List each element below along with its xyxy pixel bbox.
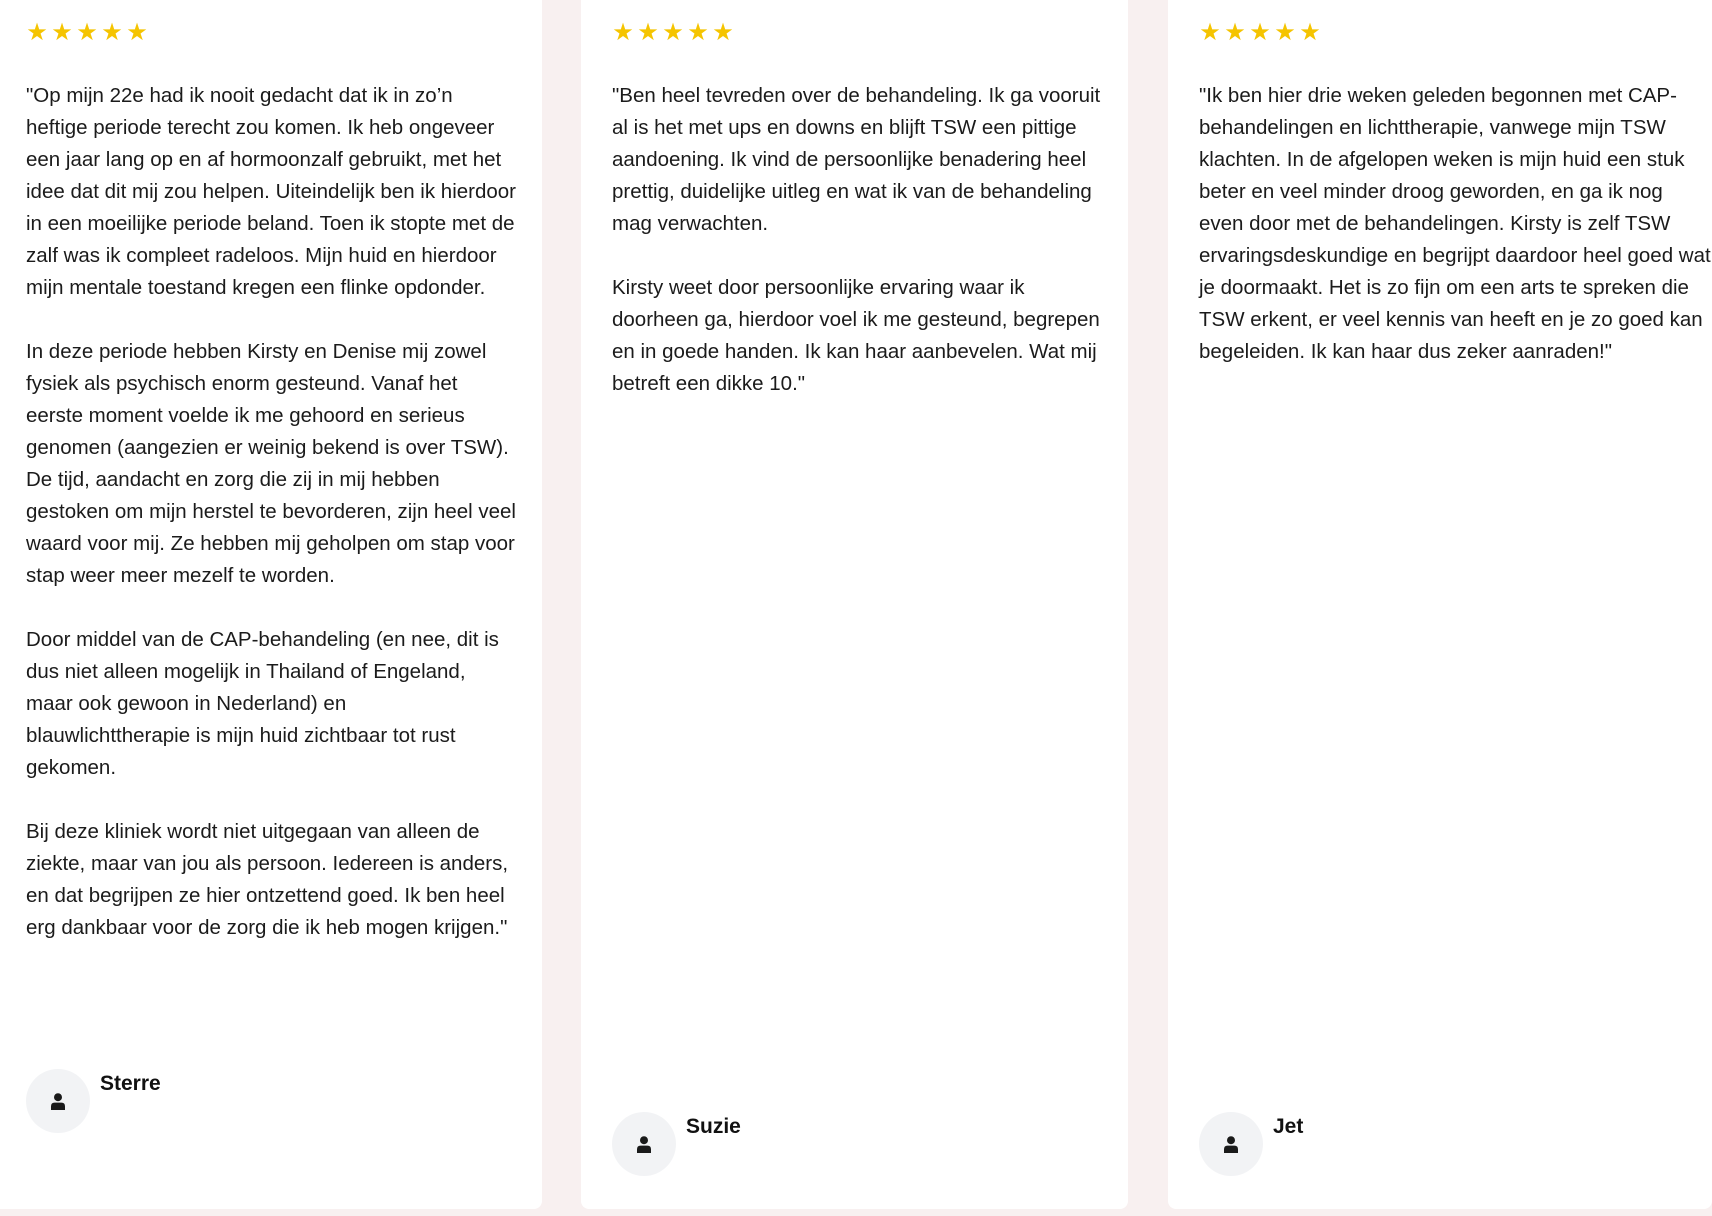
avatar: [612, 1112, 676, 1176]
author-name: Sterre: [100, 1072, 161, 1095]
review-paragraph: "Ben heel tevreden over de behandeling. Ik ga vooruit al is het met ups en downs en blijft TSW een pittige aandoening. Ik vind de persoonlijke benadering heel prettig, duidelijke uitleg en wat ik van de behandeling mag verwachten.: [612, 84, 1101, 235]
review-paragraph: In deze periode hebben Kirsty en Denise mij zowel fysiek als psychisch enorm gesteund. Vanaf het eerste moment voelde ik me gehoord en serieus genomen (aangezien er weinig bekend is over TSW). De tijd, aandacht en zorg die zij in mij hebben gestoken om mijn herstel te bevorderen, zijn heel veel waard voor mij. Ze hebben mij geholpen om stap voor stap weer meer mezelf te worden.: [26, 340, 516, 587]
star-icon: ★: [687, 19, 709, 46]
user-icon: [1224, 1136, 1238, 1153]
star-icon: ★: [1224, 19, 1246, 46]
user-icon: [637, 1136, 651, 1153]
star-rating: [26, 20, 516, 46]
review-paragraph: "Ik ben hier drie weken geleden begonnen met CAP-behandelingen en lichttherapie, vanwege mijn TSW klachten. In de afgelopen weken is mijn huid een stuk beter en veel minder droog geworden, en ga ik nog even door met de behandelingen. Kirsty is zelf TSW ervaringsdeskundige en begrijpt daardoor heel goed wat je doormaakt. Het is zo fijn om een arts te spreken die TSW erkent, er veel kennis van heeft en je zo goed kan begeleiden. Ik kan haar dus zeker aanraden!": [1199, 84, 1711, 363]
user-icon: [51, 1093, 65, 1110]
avatar: [1199, 1112, 1263, 1176]
review-paragraph: "Op mijn 22e had ik nooit gedacht dat ik in zo’n heftige periode terecht zou komen. Ik heb ongeveer een jaar lang op en af hormoonzalf gebruikt, met het idee dat dit mij zou helpen. Uiteindelijk ben ik hierdoor in een moeilijke periode beland. Toen ik stopte met de zalf was ik compleet radeloos. Mijn huid en hierdoor mijn mentale toestand kregen een flinke opdonder.: [26, 84, 517, 299]
star-icon: ★: [126, 19, 148, 46]
star-rating: [1199, 20, 1712, 46]
star-icon: ★: [712, 19, 734, 46]
star-icon: ★: [76, 19, 98, 46]
star-icon: ★: [1249, 19, 1271, 46]
star-icon: ★: [101, 19, 123, 46]
review-text: [612, 80, 1102, 400]
star-icon: ★: [662, 19, 684, 46]
review-card: [581, 0, 1128, 1209]
review-author: [612, 1112, 1102, 1176]
author-name: Jet: [1273, 1115, 1304, 1138]
author-name: Suzie: [686, 1115, 741, 1138]
star-icon: ★: [1299, 19, 1321, 46]
star-icon: ★: [1199, 19, 1221, 46]
review-paragraph: Door middel van de CAP-behandeling (en nee, dit is dus niet alleen mogelijk in Thailand of Engeland, maar ook gewoon in Nederland) en blauwlichttherapie is mijn huid zichtbaar tot rust gekomen.: [26, 628, 499, 779]
review-paragraph: Kirsty weet door persoonlijke ervaring waar ik doorheen ga, hierdoor voel ik me gesteund, begrepen en in goede handen. Ik kan haar aanbevelen. Wat mij betreft een dikke 10.": [612, 276, 1100, 395]
review-card: [0, 0, 542, 1209]
review-paragraph: Bij deze kliniek wordt niet uitgegaan van alleen de ziekte, maar van jou als persoon. Iedereen is anders, en dat begrijpen ze hier ontzettend goed. Ik ben heel erg dankbaar voor de zorg die ik heb mogen krijgen.": [26, 820, 509, 939]
star-icon: ★: [612, 19, 634, 46]
star-icon: ★: [637, 19, 659, 46]
star-rating: [612, 20, 1102, 46]
review-author: [1199, 1112, 1712, 1176]
star-icon: ★: [51, 19, 73, 46]
star-icon: ★: [1274, 19, 1296, 46]
review-text: [26, 80, 516, 944]
review-text: [1199, 80, 1712, 368]
review-author: [26, 1069, 516, 1133]
star-icon: ★: [26, 19, 48, 46]
avatar: [26, 1069, 90, 1133]
review-card: [1168, 0, 1712, 1209]
